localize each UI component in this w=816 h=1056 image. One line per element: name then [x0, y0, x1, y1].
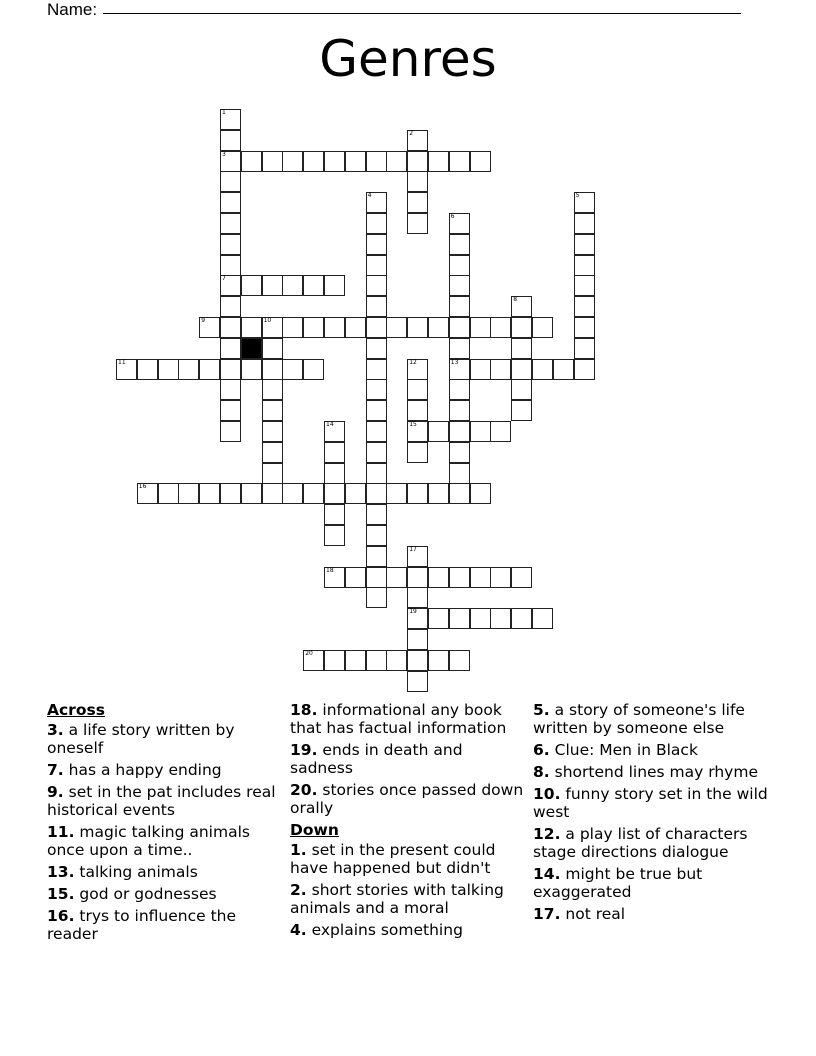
- grid-cell[interactable]: [282, 275, 303, 296]
- grid-cell[interactable]: [511, 608, 532, 629]
- cell-number: 7: [222, 275, 226, 283]
- clue-across: 3. a life story written by oneself: [47, 721, 235, 757]
- cell-number: 19: [409, 608, 417, 616]
- clue-down: 14. might be true but exaggerated: [533, 865, 703, 901]
- grid-cell[interactable]: [303, 650, 324, 671]
- grid-cell[interactable]: [366, 255, 387, 276]
- grid-cell[interactable]: [449, 213, 470, 234]
- grid-cell[interactable]: [282, 151, 303, 172]
- grid-cell[interactable]: [511, 317, 532, 338]
- grid-cell[interactable]: [490, 421, 511, 442]
- grid-cell[interactable]: [366, 421, 387, 442]
- cell-number: 1: [222, 109, 226, 116]
- grid-cell[interactable]: [324, 650, 345, 671]
- clue-across: 16. trys to influence the reader: [47, 907, 237, 943]
- grid-cell[interactable]: [366, 525, 387, 546]
- grid-cell[interactable]: [449, 379, 470, 400]
- grid-cell[interactable]: [137, 359, 158, 380]
- grid-cell[interactable]: [449, 317, 470, 338]
- cell-number: 9: [201, 317, 206, 324]
- grid-cell[interactable]: [470, 483, 491, 504]
- grid-cell[interactable]: [241, 151, 262, 172]
- grid-cell[interactable]: [324, 151, 345, 172]
- grid-cell[interactable]: [574, 338, 595, 359]
- grid-cell[interactable]: [574, 234, 595, 255]
- clue-across: 18. informational any book that has factual information: [290, 701, 507, 737]
- cell-number: 15: [409, 421, 417, 428]
- grid-cell[interactable]: [303, 359, 324, 380]
- grid-cell[interactable]: [574, 255, 595, 276]
- grid-cell[interactable]: [262, 483, 283, 504]
- grid-cell[interactable]: [262, 275, 283, 296]
- grid-cell[interactable]: [220, 400, 241, 421]
- grid-cell[interactable]: [428, 650, 449, 671]
- grid-cell[interactable]: [449, 359, 470, 380]
- grid-cell[interactable]: [407, 546, 428, 567]
- grid-cell[interactable]: [449, 255, 470, 276]
- grid-cell[interactable]: [366, 442, 387, 463]
- grid-cell[interactable]: [449, 463, 470, 484]
- grid-cell[interactable]: [366, 546, 387, 567]
- grid-cell[interactable]: [345, 483, 366, 504]
- grid-cell[interactable]: [220, 171, 241, 192]
- cell-number: 13: [450, 358, 459, 366]
- grid-cell[interactable]: [241, 483, 262, 504]
- grid-cell[interactable]: [511, 379, 532, 400]
- grid-cell[interactable]: [262, 338, 283, 359]
- grid-cell[interactable]: [511, 296, 532, 317]
- clue-across: 9. set in the pat includes real historical events: [47, 783, 276, 819]
- grid-cell[interactable]: [220, 296, 241, 317]
- grid-cell[interactable]: [262, 151, 283, 172]
- cell-number: 14: [326, 421, 334, 428]
- grid-cell[interactable]: [407, 359, 428, 380]
- grid-cell[interactable]: [324, 525, 345, 546]
- grid-cell[interactable]: [407, 671, 428, 692]
- grid-cell[interactable]: [220, 130, 241, 151]
- grid-cell[interactable]: [490, 567, 511, 588]
- clue-down: 6. Clue: Men in Black: [533, 741, 698, 759]
- grid-cell[interactable]: [366, 234, 387, 255]
- grid-cell[interactable]: [532, 359, 553, 380]
- grid-cell[interactable]: [407, 483, 428, 504]
- cell-number: 6: [450, 213, 455, 220]
- grid-cell[interactable]: [220, 213, 241, 234]
- grid-cell[interactable]: [574, 275, 595, 296]
- grid-cell[interactable]: [262, 359, 283, 380]
- puzzle-title: Genres: [319, 30, 497, 88]
- grid-cell[interactable]: [366, 338, 387, 359]
- grid-cell[interactable]: [220, 359, 241, 380]
- cell-number: 2: [409, 129, 414, 137]
- grid-cell[interactable]: [428, 421, 449, 442]
- grid-cell[interactable]: [324, 317, 345, 338]
- grid-cell[interactable]: [470, 151, 491, 172]
- grid-cell[interactable]: [449, 338, 470, 359]
- grid-cell[interactable]: [345, 567, 366, 588]
- clue-across: 20. stories once passed down orally: [290, 781, 524, 817]
- grid-cell[interactable]: [345, 650, 366, 671]
- grid-cell[interactable]: [366, 296, 387, 317]
- grid-cell[interactable]: [470, 359, 491, 380]
- grid-cell[interactable]: [241, 359, 262, 380]
- grid-cell[interactable]: [345, 317, 366, 338]
- grid-cell[interactable]: [386, 567, 407, 588]
- clue-down: 4. explains something: [290, 921, 463, 939]
- grid-cell[interactable]: [407, 587, 428, 608]
- clue-down: 1. set in the present could have happened but didn't: [290, 841, 496, 877]
- grid-cell[interactable]: [449, 275, 470, 296]
- grid-cell[interactable]: [220, 275, 241, 296]
- grid-cell[interactable]: [178, 359, 199, 380]
- grid-cell[interactable]: [574, 296, 595, 317]
- grid-cell[interactable]: [366, 483, 387, 504]
- clue-across: 19. ends in death and sadness: [290, 741, 463, 777]
- cell-number: 20: [305, 649, 313, 657]
- grid-cell[interactable]: [324, 275, 345, 296]
- grid-cell[interactable]: [574, 359, 595, 380]
- grid-cell[interactable]: [407, 442, 428, 463]
- grid-cell[interactable]: [449, 442, 470, 463]
- grid-cell[interactable]: [490, 317, 511, 338]
- grid-cell[interactable]: [366, 567, 387, 588]
- grid-cell[interactable]: [532, 317, 553, 338]
- grid-cell[interactable]: [366, 379, 387, 400]
- grid-cell[interactable]: [324, 463, 345, 484]
- grid-cell[interactable]: [532, 608, 553, 629]
- clue-down: 12. a play list of characters stage directions dialogue: [533, 825, 748, 861]
- grid-cell[interactable]: [407, 400, 428, 421]
- grid-cell[interactable]: [449, 296, 470, 317]
- grid-cell[interactable]: [178, 483, 199, 504]
- grid-cell[interactable]: [220, 192, 241, 213]
- grid-cell[interactable]: [345, 151, 366, 172]
- grid-cell[interactable]: [220, 317, 241, 338]
- grid-cell[interactable]: [428, 151, 449, 172]
- grid-cell[interactable]: [449, 400, 470, 421]
- cell-number: 18: [326, 566, 334, 574]
- grid-cell[interactable]: [303, 317, 324, 338]
- grid-cell[interactable]: [241, 275, 262, 296]
- grid-cell[interactable]: [407, 608, 428, 629]
- grid-cell[interactable]: [470, 421, 491, 442]
- grid-cell[interactable]: [407, 421, 428, 442]
- grid-cell[interactable]: [470, 608, 491, 629]
- grid-cell[interactable]: [220, 483, 241, 504]
- grid-cell[interactable]: [386, 317, 407, 338]
- grid-cell[interactable]: [449, 234, 470, 255]
- grid-cell[interactable]: [407, 650, 428, 671]
- grid-cell[interactable]: [366, 587, 387, 608]
- grid-cell[interactable]: [511, 338, 532, 359]
- grid-cell[interactable]: [282, 317, 303, 338]
- grid-cell[interactable]: [220, 234, 241, 255]
- grid-cell[interactable]: [428, 608, 449, 629]
- cell-number: 5: [575, 192, 580, 200]
- clues-column-3: [533, 701, 773, 927]
- grid-cell[interactable]: [262, 379, 283, 400]
- grid-cell[interactable]: [158, 483, 179, 504]
- grid-cell[interactable]: [366, 463, 387, 484]
- grid-cell[interactable]: [220, 255, 241, 276]
- grid-cell[interactable]: [428, 567, 449, 588]
- grid-cell[interactable]: [511, 567, 532, 588]
- grid-cell[interactable]: [282, 483, 303, 504]
- clue-across: 11. magic talking animals once upon a time..: [47, 823, 250, 859]
- black-square: [241, 338, 262, 359]
- cell-number: 11: [118, 358, 126, 366]
- grid-cell[interactable]: [449, 650, 470, 671]
- grid-cell[interactable]: [262, 317, 283, 338]
- grid-cell[interactable]: [407, 151, 428, 172]
- grid-cell[interactable]: [366, 317, 387, 338]
- grid-cell[interactable]: [116, 359, 137, 380]
- grid-cell[interactable]: [574, 317, 595, 338]
- grid-cell[interactable]: [449, 151, 470, 172]
- grid-cell[interactable]: [366, 359, 387, 380]
- cell-number: 17: [409, 545, 417, 553]
- grid-cell[interactable]: [407, 171, 428, 192]
- clue-down: 8. shortend lines may rhyme: [533, 763, 758, 781]
- grid-cell[interactable]: [366, 192, 387, 213]
- grid-cell[interactable]: [386, 650, 407, 671]
- grid-cell[interactable]: [220, 421, 241, 442]
- grid-cell[interactable]: [470, 567, 491, 588]
- cell-number: 4: [367, 192, 372, 200]
- clue-down: 5. a story of someone's life written by someone else: [533, 701, 745, 737]
- grid-cell[interactable]: [262, 421, 283, 442]
- grid-cell[interactable]: [220, 379, 241, 400]
- grid-cell[interactable]: [199, 317, 220, 338]
- grid-cell[interactable]: [241, 317, 262, 338]
- grid-cell[interactable]: [324, 442, 345, 463]
- grid-cell[interactable]: [366, 650, 387, 671]
- grid-cell[interactable]: [428, 317, 449, 338]
- grid-cell[interactable]: [262, 442, 283, 463]
- grid-cell[interactable]: [407, 567, 428, 588]
- cell-number: 16: [138, 483, 147, 491]
- clues-column-2: [290, 701, 530, 943]
- cell-number: 8: [513, 296, 518, 304]
- grid-cell[interactable]: [262, 463, 283, 484]
- grid-cell[interactable]: [220, 151, 241, 172]
- cell-number: 12: [409, 358, 417, 366]
- grid-cell[interactable]: [262, 400, 283, 421]
- grid-cell[interactable]: [303, 275, 324, 296]
- grid-cell[interactable]: [511, 400, 532, 421]
- grid-cell[interactable]: [303, 483, 324, 504]
- grid-cell[interactable]: [220, 109, 241, 130]
- grid-cell[interactable]: [407, 629, 428, 650]
- clue-down: 17. not real: [533, 905, 626, 923]
- clues-column-1: [47, 701, 287, 947]
- grid-cell[interactable]: [490, 359, 511, 380]
- grid-cell[interactable]: [449, 567, 470, 588]
- grid-cell[interactable]: [158, 359, 179, 380]
- grid-cell[interactable]: [324, 504, 345, 525]
- grid-cell[interactable]: [553, 359, 574, 380]
- grid-cell[interactable]: [470, 317, 491, 338]
- grid-cell[interactable]: [574, 213, 595, 234]
- grid-cell[interactable]: [303, 151, 324, 172]
- clue-across: 15. god or godnesses: [47, 885, 217, 903]
- grid-cell[interactable]: [282, 359, 303, 380]
- grid-cell[interactable]: [490, 608, 511, 629]
- clue-down: 10. funny story set in the wild west: [533, 785, 768, 821]
- across-heading: Across: [47, 701, 105, 719]
- grid-cell[interactable]: [366, 275, 387, 296]
- grid-cell[interactable]: [449, 421, 470, 442]
- grid-cell[interactable]: [324, 421, 345, 442]
- grid-cell[interactable]: [386, 483, 407, 504]
- clue-across: 7. has a happy ending: [47, 761, 222, 779]
- clue-down: 2. short stories with talking animals and a moral: [290, 881, 504, 917]
- grid-cell[interactable]: [220, 338, 241, 359]
- grid-cell[interactable]: [366, 151, 387, 172]
- grid-cell[interactable]: [428, 483, 449, 504]
- clue-across: 13. talking animals: [47, 863, 198, 881]
- cell-number: 3: [222, 150, 226, 158]
- name-label: Name:: [47, 0, 98, 19]
- grid-cell[interactable]: [574, 192, 595, 213]
- grid-cell[interactable]: [407, 130, 428, 151]
- cell-number: 10: [263, 317, 272, 324]
- grid-cell[interactable]: [511, 359, 532, 380]
- grid-cell[interactable]: [199, 359, 220, 380]
- grid-cell[interactable]: [366, 400, 387, 421]
- grid-cell[interactable]: [366, 504, 387, 525]
- grid-cell[interactable]: [137, 483, 158, 504]
- grid-cell[interactable]: [324, 567, 345, 588]
- grid-cell[interactable]: [407, 379, 428, 400]
- grid-cell[interactable]: [386, 151, 407, 172]
- down-heading: Down: [290, 821, 339, 839]
- grid-cell[interactable]: [449, 483, 470, 504]
- grid-cell[interactable]: [366, 213, 387, 234]
- grid-cell[interactable]: [407, 213, 428, 234]
- grid-cell[interactable]: [199, 483, 220, 504]
- grid-cell[interactable]: [407, 192, 428, 213]
- grid-cell[interactable]: [324, 483, 345, 504]
- grid-cell[interactable]: [407, 317, 428, 338]
- grid-cell[interactable]: [449, 608, 470, 629]
